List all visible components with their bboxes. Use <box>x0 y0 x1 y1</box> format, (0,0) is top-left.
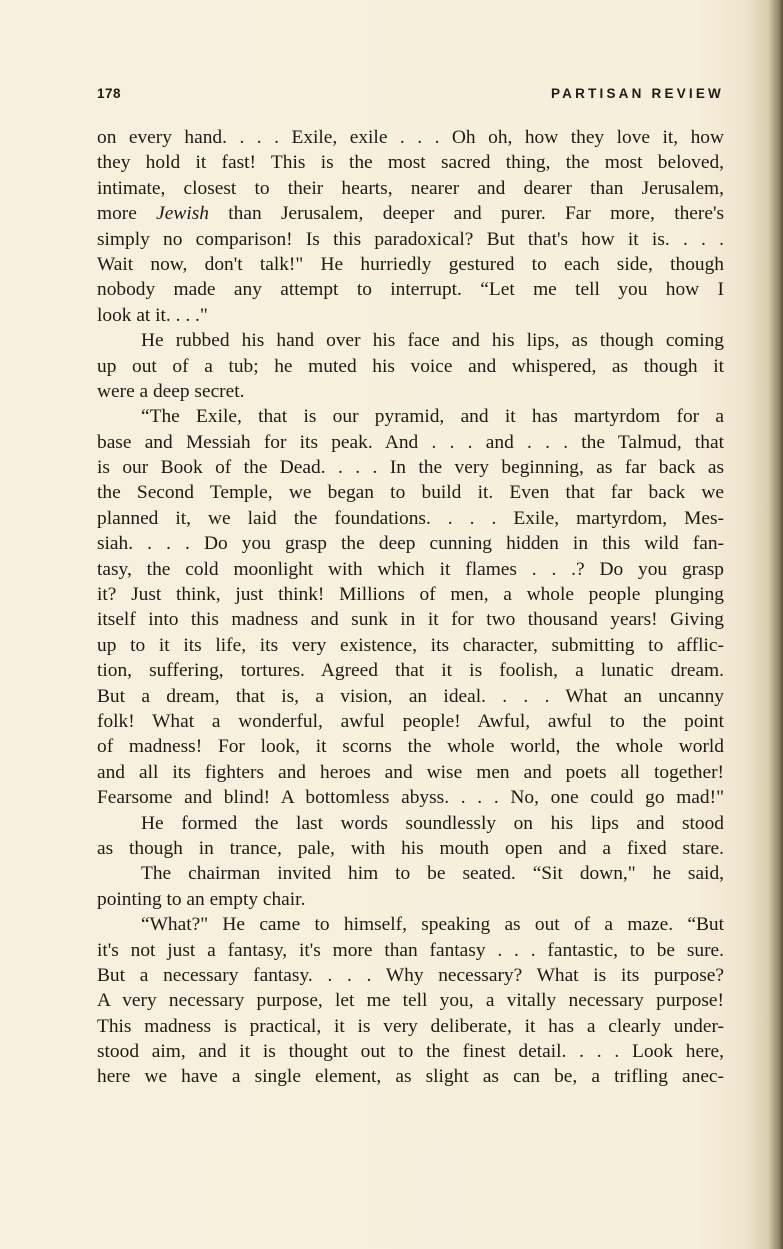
text-line: stood aim, and it is thought out to the finest detail. . . . Look here, <box>97 1041 724 1063</box>
text-line: The chairman invited him to be seated. “Sit down," he said, <box>141 863 724 885</box>
text-line: base and Messiah for its peak. And . . . and . . . the Talmud, that <box>97 431 724 453</box>
running-head: PARTISAN REVIEW <box>550 86 724 101</box>
text-line: were a deep secret. <box>97 380 245 402</box>
text-line: siah. . . . Do you grasp the deep cunning hidden in this wild fan- <box>97 533 724 555</box>
text-line: up to it its life, its very existence, its character, submitting to afflic- <box>97 634 724 656</box>
text-line: it's not just a fantasy, it's more than fantasy . . . fantastic, to be sure. <box>97 939 724 961</box>
text-line: folk! What a wonderful, awful people! Awful, awful to the point <box>97 710 724 732</box>
text-line: He rubbed his hand over his face and his lips, as though coming <box>141 330 724 352</box>
text-fragment: than Jerusalem, deeper and purer. Far more, there's <box>208 203 724 225</box>
text-line: they hold it fast! This is the most sacred thing, the most beloved, <box>97 152 724 174</box>
text-line: pointing to an empty chair. <box>97 888 306 910</box>
text-line: the Second Temple, we began to build it. Even that far back we <box>97 482 724 504</box>
text-line: Wait now, don't talk!" He hurriedly gestured to each side, though <box>97 253 724 275</box>
text-line: But a dream, that is, a vision, an ideal. . . . What an uncanny <box>97 685 724 707</box>
text-line: planned it, we laid the foundations. . . . Exile, martyrdom, Mes- <box>97 507 724 529</box>
page-number: 178 <box>97 86 122 101</box>
text-line: of madness! For look, it scorns the whole world, the whole world <box>97 736 724 758</box>
italic-word: Jewish <box>156 203 209 225</box>
text-line: itself into this madness and sunk in it for two thousand years! Giving <box>97 609 724 631</box>
text-line: up out of a tub; he muted his voice and whispered, as though it <box>97 355 724 377</box>
text-line: is our Book of the Dead. . . . In the very beginning, as far back as <box>97 457 724 479</box>
text-line: and all its fighters and heroes and wise men and poets all together! <box>97 761 724 783</box>
text-line: He formed the last words soundlessly on his lips and stood <box>141 812 724 834</box>
text-line: tasy, the cold moonlight with which it flames . . .? Do you grasp <box>97 558 724 580</box>
text-line: “What?" He came to himself, speaking as out of a maze. “But <box>141 914 724 936</box>
body-text <box>97 125 724 1090</box>
text-line: here we have a single element, as slight as can be, a trifling anec- <box>97 1066 724 1088</box>
text-line: Fearsome and blind! A bottomless abyss. . . . No, one could go mad!" <box>97 787 724 809</box>
text-line: tion, suffering, tortures. Agreed that it is foolish, a lunatic dream. <box>97 660 724 682</box>
text-line: But a necessary fantasy. . . . Why necessary? What is its purpose? <box>97 964 724 986</box>
text-line-italic-word <box>97 201 724 226</box>
text-line: A very necessary purpose, let me tell you, a vitally necessary purpose! <box>97 990 724 1012</box>
text-line: it? Just think, just think! Millions of men, a whole people plunging <box>97 584 724 606</box>
text-line: intimate, closest to their hearts, nearer and dearer than Jerusalem, <box>97 177 724 199</box>
text-line: as though in trance, pale, with his mouth open and a fixed stare. <box>97 837 724 859</box>
text-line: “The Exile, that is our pyramid, and it has martyrdom for a <box>141 406 724 428</box>
text-line: nobody made any attempt to interrupt. “Let me tell you how I <box>97 279 724 301</box>
text-line: simply no comparison! Is this paradoxical? But that's how it is. . . . <box>97 228 724 250</box>
page-header <box>97 86 724 106</box>
text-line: look at it. . . ." <box>97 304 208 326</box>
text-line: This madness is practical, it is very deliberate, it has a clearly under- <box>97 1015 724 1037</box>
text-fragment: more <box>97 203 157 225</box>
text-line: on every hand. . . . Exile, exile . . . Oh oh, how they love it, how <box>97 127 724 148</box>
